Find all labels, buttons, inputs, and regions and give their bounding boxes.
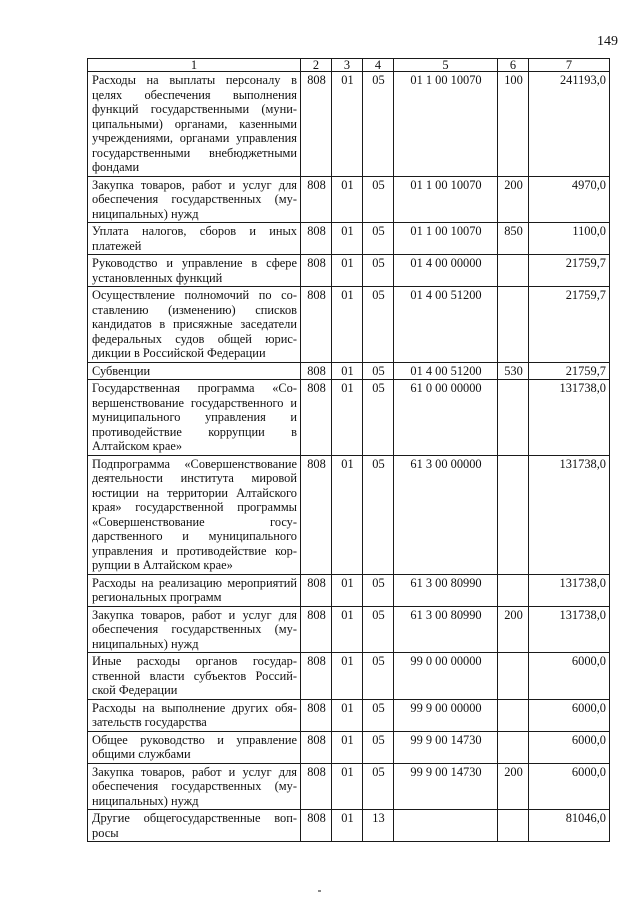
amount-cell: 241193,0	[529, 72, 610, 177]
subsection-code-cell: 05	[363, 699, 394, 731]
section-code-cell: 01	[332, 255, 363, 287]
subsection-code-cell: 05	[363, 223, 394, 255]
amount-cell: 21759,7	[529, 287, 610, 363]
ministry-code-cell: 808	[301, 362, 332, 380]
expense-type-cell	[498, 699, 529, 731]
target-article-cell: 61 0 00 00000	[394, 380, 498, 456]
section-code-cell: 01	[332, 362, 363, 380]
header-cell: 5	[394, 59, 498, 72]
row-name-cell: Руководство и управление в сфере установленных функций	[88, 255, 301, 287]
expense-type-cell: 200	[498, 176, 529, 223]
target-article-cell: 99 9 00 00000	[394, 699, 498, 731]
amount-cell: 4970,0	[529, 176, 610, 223]
ministry-code-cell: 808	[301, 606, 332, 653]
row-name-cell: Другие общегосударственные вопросы	[88, 810, 301, 842]
table-row	[88, 574, 610, 606]
header-cell: 7	[529, 59, 610, 72]
ministry-code-cell: 808	[301, 72, 332, 177]
target-article-cell: 01 4 00 51200	[394, 362, 498, 380]
row-name-cell: Уплата налогов, сборов и иных платежей	[88, 223, 301, 255]
target-article-cell: 61 3 00 80990	[394, 574, 498, 606]
section-code-cell: 01	[332, 763, 363, 810]
budget-table	[87, 58, 610, 842]
expense-type-cell: 100	[498, 72, 529, 177]
header-cell: 4	[363, 59, 394, 72]
expense-type-cell	[498, 731, 529, 763]
ministry-code-cell: 808	[301, 255, 332, 287]
row-name-cell: Субвенции	[88, 362, 301, 380]
ministry-code-cell: 808	[301, 699, 332, 731]
expense-type-cell	[498, 574, 529, 606]
table-row	[88, 255, 610, 287]
row-name-cell: Иные расходы органов государственной власти субъектов Российской Федерации	[88, 653, 301, 700]
header-cell: 3	[332, 59, 363, 72]
ministry-code-cell: 808	[301, 653, 332, 700]
section-code-cell: 01	[332, 810, 363, 842]
row-name-cell: Государственная программа «Совершенствование государственного и муниципального управления и противодействие коррупции в Алтайском крае»	[88, 380, 301, 456]
page-number: 149	[597, 34, 618, 49]
section-code-cell: 01	[332, 574, 363, 606]
target-article-cell: 01 1 00 10070	[394, 223, 498, 255]
subsection-code-cell: 05	[363, 72, 394, 177]
table-row	[88, 380, 610, 456]
header-cell: 6	[498, 59, 529, 72]
subsection-code-cell: 05	[363, 362, 394, 380]
amount-cell: 6000,0	[529, 699, 610, 731]
amount-cell: 131738,0	[529, 380, 610, 456]
subsection-code-cell: 05	[363, 606, 394, 653]
section-code-cell: 01	[332, 606, 363, 653]
subsection-code-cell: 05	[363, 255, 394, 287]
section-code-cell: 01	[332, 455, 363, 574]
amount-cell: 6000,0	[529, 731, 610, 763]
amount-cell: 21759,7	[529, 255, 610, 287]
subsection-code-cell: 05	[363, 653, 394, 700]
row-name-cell: Расходы на выплаты персоналу в целях обеспечения выполнения функций государственными (муниципальными) органами, казенными учреждениями, органами управления государственными внебюджетными фондами	[88, 72, 301, 177]
ministry-code-cell: 808	[301, 455, 332, 574]
target-article-cell: 61 3 00 00000	[394, 455, 498, 574]
amount-cell: 81046,0	[529, 810, 610, 842]
subsection-code-cell: 05	[363, 287, 394, 363]
target-article-cell	[394, 810, 498, 842]
section-code-cell: 01	[332, 380, 363, 456]
ministry-code-cell: 808	[301, 574, 332, 606]
table-row	[88, 362, 610, 380]
row-name-cell: Расходы на реализацию мероприятий региональных программ	[88, 574, 301, 606]
section-code-cell: 01	[332, 653, 363, 700]
expense-type-cell	[498, 255, 529, 287]
expense-type-cell: 200	[498, 606, 529, 653]
section-code-cell: 01	[332, 72, 363, 177]
ministry-code-cell: 808	[301, 731, 332, 763]
table-row	[88, 176, 610, 223]
row-name-cell: Осуществление полномочий по составлению (изменению) списков кандидатов в присяжные заседатели федеральных судов общей юрисдикции в Российской Федерации	[88, 287, 301, 363]
table-row	[88, 731, 610, 763]
target-article-cell: 01 1 00 10070	[394, 72, 498, 177]
target-article-cell: 01 4 00 00000	[394, 255, 498, 287]
expense-type-cell	[498, 653, 529, 700]
expense-type-cell: 200	[498, 763, 529, 810]
row-name-cell: Общее руководство и управление общими службами	[88, 731, 301, 763]
ministry-code-cell: 808	[301, 223, 332, 255]
subsection-code-cell: 05	[363, 763, 394, 810]
amount-cell: 6000,0	[529, 653, 610, 700]
amount-cell: 6000,0	[529, 763, 610, 810]
expense-type-cell	[498, 455, 529, 574]
header-cell: 2	[301, 59, 332, 72]
table-row	[88, 699, 610, 731]
expense-type-cell	[498, 380, 529, 456]
table-row	[88, 72, 610, 177]
table-row	[88, 223, 610, 255]
subsection-code-cell: 13	[363, 810, 394, 842]
table-row	[88, 810, 610, 842]
section-code-cell: 01	[332, 731, 363, 763]
section-code-cell: 01	[332, 287, 363, 363]
expense-type-cell	[498, 810, 529, 842]
ministry-code-cell: 808	[301, 380, 332, 456]
table-row	[88, 287, 610, 363]
ministry-code-cell: 808	[301, 287, 332, 363]
amount-cell: 131738,0	[529, 455, 610, 574]
amount-cell: 21759,7	[529, 362, 610, 380]
subsection-code-cell: 05	[363, 731, 394, 763]
table-row	[88, 455, 610, 574]
table-header-row	[88, 59, 610, 72]
subsection-code-cell: 05	[363, 176, 394, 223]
ministry-code-cell: 808	[301, 176, 332, 223]
table-row	[88, 606, 610, 653]
subsection-code-cell: 05	[363, 455, 394, 574]
amount-cell: 131738,0	[529, 574, 610, 606]
expense-type-cell: 530	[498, 362, 529, 380]
ministry-code-cell: 808	[301, 763, 332, 810]
table-row	[88, 763, 610, 810]
scan-mark	[318, 890, 321, 892]
target-article-cell: 99 0 00 00000	[394, 653, 498, 700]
amount-cell: 1100,0	[529, 223, 610, 255]
section-code-cell: 01	[332, 176, 363, 223]
section-code-cell: 01	[332, 223, 363, 255]
target-article-cell: 61 3 00 80990	[394, 606, 498, 653]
ministry-code-cell: 808	[301, 810, 332, 842]
section-code-cell: 01	[332, 699, 363, 731]
row-name-cell: Закупка товаров, работ и услуг для обеспечения государственных (муниципальных) нужд	[88, 176, 301, 223]
subsection-code-cell: 05	[363, 574, 394, 606]
expense-type-cell: 850	[498, 223, 529, 255]
header-cell: 1	[88, 59, 301, 72]
target-article-cell: 99 9 00 14730	[394, 763, 498, 810]
target-article-cell: 99 9 00 14730	[394, 731, 498, 763]
target-article-cell: 01 1 00 10070	[394, 176, 498, 223]
row-name-cell: Закупка товаров, работ и услуг для обеспечения государственных (муниципальных) нужд	[88, 763, 301, 810]
row-name-cell: Закупка товаров, работ и услуг для обеспечения государственных (муниципальных) нужд	[88, 606, 301, 653]
table-row	[88, 653, 610, 700]
row-name-cell: Расходы на выполнение других обязательств государства	[88, 699, 301, 731]
target-article-cell: 01 4 00 51200	[394, 287, 498, 363]
subsection-code-cell: 05	[363, 380, 394, 456]
amount-cell: 131738,0	[529, 606, 610, 653]
row-name-cell: Подпрограмма «Совершенствование деятельности института мировой юстиции на территории Алтайского края» государственной программы «Совершенствование государственного и муниципального управления и противодействие коррупции в Алтайском крае»	[88, 455, 301, 574]
expense-type-cell	[498, 287, 529, 363]
